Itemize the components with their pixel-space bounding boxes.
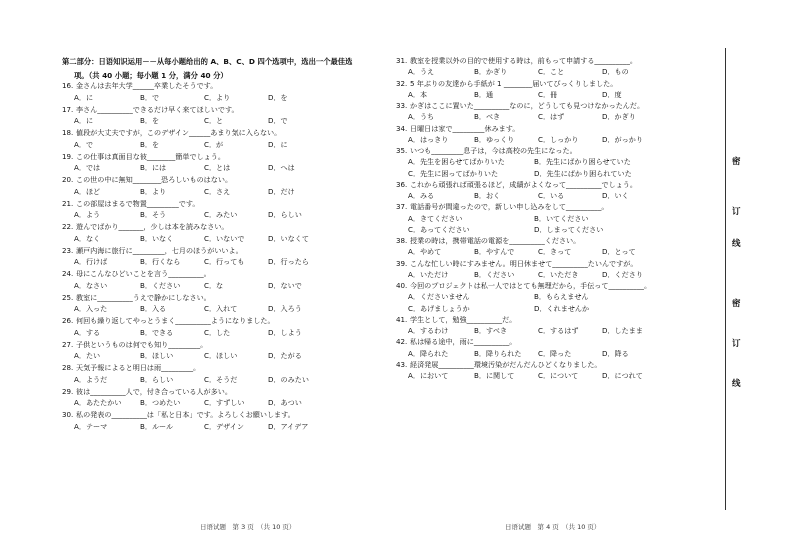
option-D: D．たがる bbox=[268, 351, 302, 361]
option-C: C．いる bbox=[538, 191, 565, 200]
option-A: A．テーマ bbox=[74, 421, 108, 431]
question-number: 36. bbox=[396, 179, 408, 189]
question-text: 母にこんなひどいことを言う__________。 bbox=[76, 269, 211, 278]
option-D: D．しよう bbox=[268, 327, 302, 337]
option-D: D．だけ bbox=[268, 186, 295, 196]
section-header-line2: 项。（共 40 小题；每小题 1 分，满分 40 分） bbox=[74, 71, 228, 80]
question-38 bbox=[396, 237, 712, 244]
question-41 bbox=[396, 316, 712, 323]
question-text: 授業の時は，携帯電話の電源を__________ください。 bbox=[410, 236, 581, 245]
option-C: C．先生に困ってばかりいた bbox=[408, 168, 499, 178]
option-C: C．あってください bbox=[408, 224, 470, 234]
question-number: 24. bbox=[62, 269, 74, 278]
option-C: C．いないで bbox=[204, 233, 245, 243]
binding-mark: 线 bbox=[732, 239, 741, 249]
question-number: 25. bbox=[62, 292, 74, 302]
option-D: D．くださり bbox=[602, 269, 643, 279]
option-A: A．なく bbox=[74, 233, 101, 243]
section-header bbox=[62, 55, 378, 83]
section-header-line1: 第二部分：日语知识运用－－从每小题给出的 A、B、C、D 四个选项中，选出一个最佳选 bbox=[62, 57, 353, 66]
question-31 bbox=[396, 57, 712, 64]
question-number: 22. bbox=[62, 222, 74, 231]
question-number: 34. bbox=[396, 123, 408, 133]
option-B: B．いなく bbox=[140, 233, 174, 243]
option-D: D．につれて bbox=[602, 371, 643, 380]
option-C: C．するはず bbox=[538, 326, 579, 335]
question-number: 31. bbox=[396, 56, 408, 65]
option-B: B．そう bbox=[140, 210, 167, 220]
question-text: この部屋はまるで物置_________です。 bbox=[76, 198, 200, 208]
option-C: C．について bbox=[538, 371, 579, 380]
question-number: 42. bbox=[396, 337, 408, 347]
option-A: A．なさい bbox=[74, 280, 108, 290]
option-B: B．で bbox=[140, 92, 160, 102]
option-C: C．した bbox=[204, 327, 231, 337]
binding-mark: 线 bbox=[732, 379, 741, 389]
option-A: A．ようだ bbox=[74, 374, 108, 384]
option-A: A．やめて bbox=[408, 247, 442, 257]
question-37 bbox=[396, 203, 712, 210]
option-D: D．を bbox=[268, 92, 288, 102]
option-C: C．きって bbox=[538, 247, 572, 257]
question-number: 35. bbox=[396, 146, 408, 155]
option-A: A．よう bbox=[74, 210, 101, 220]
question-text: かぎはここに置いた__________なのに，どうしても見つけなかったんだ。 bbox=[410, 101, 645, 110]
question-number: 21. bbox=[62, 198, 74, 208]
option-B: B．つめたい bbox=[140, 398, 181, 408]
question-text: 子供というものは何でも知り_________。 bbox=[76, 339, 208, 349]
option-D: D．アイデア bbox=[268, 421, 309, 431]
option-D: D．とって bbox=[602, 247, 636, 257]
question-34 bbox=[396, 125, 712, 132]
option-D: D．かぎり bbox=[602, 112, 636, 122]
option-B: B．より bbox=[140, 186, 167, 196]
question-number: 39. bbox=[396, 258, 408, 268]
question-text: 何回も繰り返してやっとうまく__________ようになりました。 bbox=[76, 316, 275, 325]
question-text: 私の発表の__________は「私と日本」です。よろしくお願いします。 bbox=[76, 410, 295, 419]
option-B: B．べき bbox=[474, 112, 501, 122]
question-text: こんな忙しい時にすみません。明日休ませて__________たいんですが。 bbox=[410, 258, 638, 268]
option-A: A．ほど bbox=[74, 186, 101, 196]
question-text: 教室に__________うえで静かにしなさい。 bbox=[76, 292, 211, 302]
option-B: B．降りられた bbox=[474, 348, 522, 358]
option-A: A．に bbox=[74, 92, 94, 102]
option-B: B．行くなら bbox=[140, 257, 181, 267]
option-A: A．において bbox=[408, 371, 449, 380]
question-text: この仕事は真面目な彼________簡単でしょう。 bbox=[76, 151, 225, 161]
question-number: 17. bbox=[62, 104, 74, 114]
question-18 bbox=[62, 129, 378, 136]
option-A: A．降られた bbox=[408, 348, 449, 358]
question-24 bbox=[62, 270, 378, 277]
option-A: A．する bbox=[74, 327, 101, 337]
option-D: D．らしい bbox=[268, 210, 302, 220]
option-D: D．降る bbox=[602, 348, 629, 358]
option-D: D．いく bbox=[602, 191, 629, 200]
option-D: D．入ろう bbox=[268, 304, 302, 314]
question-40 bbox=[396, 282, 712, 289]
option-D: D．へは bbox=[268, 163, 295, 173]
question-27 bbox=[62, 341, 378, 348]
option-B: B．を bbox=[140, 139, 160, 149]
option-C: C．こと bbox=[538, 67, 565, 77]
option-B: B．ゆっくり bbox=[474, 134, 515, 144]
question-number: 38. bbox=[396, 236, 408, 245]
option-B: B．を bbox=[140, 116, 160, 126]
option-B: B．おく bbox=[474, 191, 501, 200]
option-C: C．デザイン bbox=[204, 421, 244, 431]
option-B: B．ください bbox=[474, 269, 515, 279]
option-B: B．できる bbox=[140, 327, 174, 337]
option-C: C．いただき bbox=[538, 269, 579, 279]
binding-mark: 密 bbox=[732, 299, 741, 309]
option-B: B．もらえません bbox=[534, 292, 589, 302]
option-D: D．がっかり bbox=[602, 134, 643, 144]
question-number: 32. bbox=[396, 78, 408, 88]
option-C: C．みたい bbox=[204, 210, 238, 220]
footer-page-4: 日语试题 第 4 页 （共 10 页） bbox=[505, 523, 601, 531]
option-B: B．すべき bbox=[474, 326, 508, 335]
option-A: A．たい bbox=[74, 351, 101, 361]
question-number: 33. bbox=[396, 101, 408, 110]
option-C: C．行っても bbox=[204, 257, 245, 267]
option-D: D．もの bbox=[602, 67, 629, 77]
question-21 bbox=[62, 200, 378, 207]
option-C: C．な bbox=[204, 280, 224, 290]
question-43 bbox=[396, 361, 712, 368]
option-D: D．くれませんか bbox=[534, 303, 590, 313]
option-D: D．したまま bbox=[602, 326, 643, 335]
option-C: C．が bbox=[204, 139, 224, 149]
question-36 bbox=[396, 181, 712, 188]
option-B: B．ほしい bbox=[140, 351, 174, 361]
question-text: 天気予報によると明日は雨_________。 bbox=[76, 363, 201, 372]
question-text: 日曜日は家で_________休みます。 bbox=[410, 123, 520, 133]
question-22 bbox=[62, 223, 378, 230]
option-A: A．みる bbox=[408, 191, 435, 200]
option-A: A．で bbox=[74, 139, 94, 149]
question-text: 遊んでばかり_______，少しは本を読みなさい。 bbox=[76, 222, 229, 231]
question-text: 瀬戸内海に旅行に_________，七月のほうがいいよ。 bbox=[76, 245, 243, 255]
question-39 bbox=[396, 260, 712, 267]
question-28 bbox=[62, 364, 378, 371]
question-29 bbox=[62, 388, 378, 395]
question-number: 23. bbox=[62, 245, 74, 255]
option-C: C．はず bbox=[538, 112, 565, 122]
question-text: 5 年ぶりの友達から手紙が 1 ________届いてびっくりしました。 bbox=[410, 78, 618, 88]
question-number: 40. bbox=[396, 281, 408, 290]
question-number: 27. bbox=[62, 339, 74, 349]
question-text: 彼は__________人で，付き合っている人が多い。 bbox=[76, 386, 232, 396]
option-A: A．きてください bbox=[408, 213, 463, 223]
option-C: C．しっかり bbox=[538, 134, 579, 144]
binding-mark: 订 bbox=[732, 339, 741, 349]
option-D: D．度 bbox=[602, 89, 622, 99]
option-B: B．ルール bbox=[140, 421, 174, 431]
option-C: C．降った bbox=[538, 348, 572, 358]
option-A: A．うち bbox=[408, 112, 435, 122]
option-B: B．通 bbox=[474, 89, 494, 99]
option-A: A．に bbox=[74, 116, 94, 126]
question-text: 電話番号が間違ったので，新しい申し込みをして__________。 bbox=[410, 202, 609, 212]
question-number: 26. bbox=[62, 316, 74, 325]
question-number: 18. bbox=[62, 128, 74, 137]
question-number: 37. bbox=[396, 202, 408, 212]
question-32 bbox=[396, 80, 712, 87]
question-number: 30. bbox=[62, 410, 74, 419]
option-C: C．ほしい bbox=[204, 351, 238, 361]
option-D: D．で bbox=[268, 116, 288, 126]
option-A: A．するわけ bbox=[408, 326, 449, 335]
question-number: 43. bbox=[396, 359, 408, 369]
option-A: A．あたたかい bbox=[74, 398, 122, 408]
question-17 bbox=[62, 106, 378, 113]
option-B: B．には bbox=[140, 163, 167, 173]
question-26 bbox=[62, 317, 378, 324]
question-text: いつも_________息子は，今は高校の先生になった。 bbox=[410, 146, 577, 155]
option-A: A．行けば bbox=[74, 257, 108, 267]
option-A: A．うえ bbox=[408, 67, 435, 77]
question-text: 値段が大丈夫ですが，このデザイン______あまり気に入らない。 bbox=[76, 128, 282, 137]
option-B: B．に関して bbox=[474, 371, 515, 380]
option-D: D．行ったら bbox=[268, 257, 309, 267]
question-number: 16. bbox=[62, 81, 74, 90]
option-A: A．いただけ bbox=[408, 269, 449, 279]
option-C: C．より bbox=[204, 92, 231, 102]
question-number: 41. bbox=[396, 314, 408, 324]
binding-mark: 密 bbox=[732, 157, 741, 167]
option-A: A．先生を困らせてばかりいた bbox=[408, 157, 505, 167]
option-C: C．そうだ bbox=[204, 374, 238, 384]
question-number: 29. bbox=[62, 386, 74, 396]
option-C: C．とは bbox=[204, 163, 231, 173]
question-number: 28. bbox=[62, 363, 74, 372]
question-number: 19. bbox=[62, 151, 74, 161]
option-B: B．やすんで bbox=[474, 247, 515, 257]
option-A: A．くださいません bbox=[408, 292, 470, 302]
option-C: C．すずしい bbox=[204, 398, 245, 408]
option-C: C．と bbox=[204, 116, 224, 126]
option-D: D．あつい bbox=[268, 398, 302, 408]
question-16 bbox=[62, 82, 378, 89]
option-A: A．入った bbox=[74, 304, 108, 314]
option-C: C．入れて bbox=[204, 304, 238, 314]
binding-line bbox=[725, 48, 726, 510]
option-D: D．しまってください bbox=[534, 224, 604, 234]
question-text: これから頑張れば頑張るほど，成績がよくなって__________でしょう。 bbox=[410, 179, 637, 189]
question-text: 李さん__________できるだけ早く来てほしいです。 bbox=[76, 104, 239, 114]
question-30 bbox=[62, 411, 378, 418]
question-text: 経済発展__________環境汚染がだんだんひどくなりました。 bbox=[410, 359, 602, 369]
footer-page-3: 日语试题 第 3 页 （共 10 页） bbox=[200, 523, 296, 531]
option-C: C．あげましょうか bbox=[408, 303, 470, 313]
question-text: 教室を授業以外の目的で使用する時は，前もって申請する__________。 bbox=[410, 56, 637, 65]
option-A: A．はっきり bbox=[408, 134, 449, 144]
question-35 bbox=[396, 147, 712, 154]
option-B: B．入る bbox=[140, 304, 167, 314]
question-number: 20. bbox=[62, 175, 74, 184]
option-B: B．ください bbox=[140, 280, 181, 290]
option-B: B．いてください bbox=[534, 213, 589, 223]
question-text: 学生として，勉強__________だ。 bbox=[410, 314, 517, 324]
question-42 bbox=[396, 338, 712, 345]
binding-mark: 订 bbox=[732, 207, 741, 217]
option-C: C．さえ bbox=[204, 186, 231, 196]
option-B: B．先生にばかり困らせていた bbox=[534, 157, 631, 167]
option-D: D．のみたい bbox=[268, 374, 309, 384]
option-D: D．先生にばかり困られていた bbox=[534, 168, 632, 178]
question-33 bbox=[396, 102, 712, 109]
question-23 bbox=[62, 247, 378, 254]
option-D: D．に bbox=[268, 139, 288, 149]
question-text: 金さんは去年大学______卒業したそうです。 bbox=[76, 81, 218, 90]
question-19 bbox=[62, 153, 378, 160]
question-25 bbox=[62, 294, 378, 301]
option-D: D．いなくて bbox=[268, 233, 309, 243]
option-A: A．では bbox=[74, 163, 101, 173]
question-text: 私は帰る途中，雨に__________。 bbox=[410, 337, 517, 347]
option-D: D．ないで bbox=[268, 280, 302, 290]
option-B: B．かぎり bbox=[474, 67, 508, 77]
option-B: B．らしい bbox=[140, 374, 174, 384]
option-C: C．冊 bbox=[538, 89, 558, 99]
question-20 bbox=[62, 176, 378, 183]
question-text: この世の中に無知________恐ろしいものはない。 bbox=[76, 175, 233, 184]
question-text: 今回のプロジェクトは私一人ではとても無理だから，手伝って__________。 bbox=[410, 281, 652, 290]
option-A: A．本 bbox=[408, 89, 428, 99]
